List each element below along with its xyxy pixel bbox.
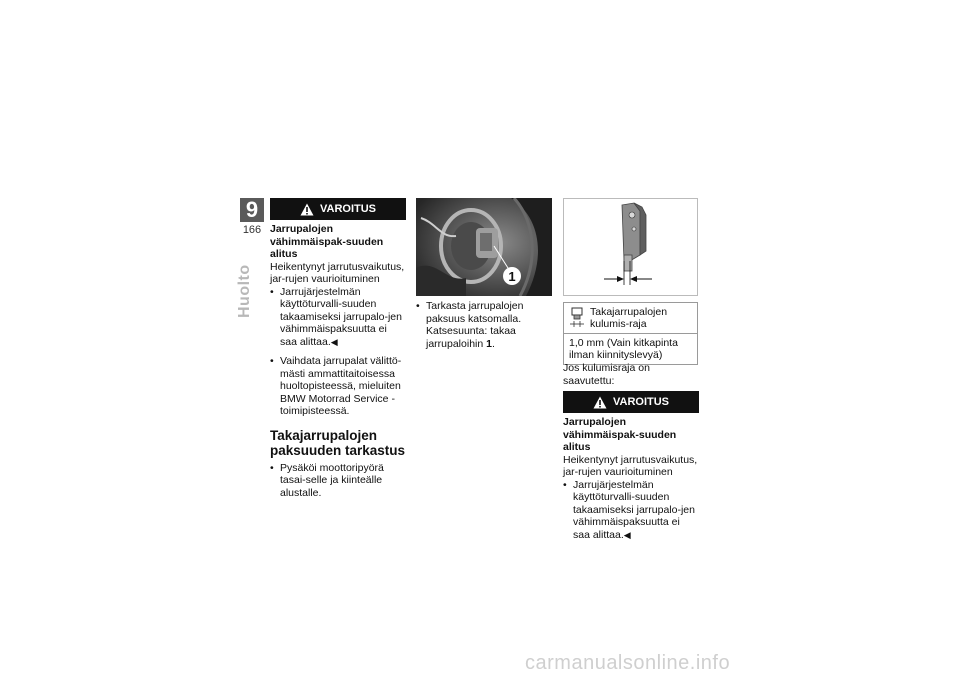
warning-label: VAROITUS <box>612 395 670 408</box>
limit-reached-text: Jos kulumisraja on saavutettu: <box>563 362 650 387</box>
section-bullets <box>270 462 406 500</box>
wear-limit-table <box>563 302 698 365</box>
list-item: • Jarrujärjestelmän käyttöturvalli-suuden takaamiseksi jarrupalo-jen vähimmäispaksuutta ei saa alittaa.◀ <box>563 479 699 542</box>
end-marker-icon: ◀ <box>623 529 631 540</box>
warning-text: Heikentynyt jarrutusvaikutus, jar-rujen vaurioituminen <box>270 260 405 285</box>
column-2 <box>416 300 552 357</box>
warning-title: Jarrupalojen vähimmäispak-suuden alitus <box>270 223 384 260</box>
list-item: • Jarrujärjestelmän käyttöturvalli-suuden takaamiseksi jarrupalo-jen vähimmäispaksuutta ei saa alittaa.◀ <box>270 286 406 349</box>
warning-label: VAROITUS <box>319 202 377 215</box>
table-row <box>564 334 698 365</box>
list-item: • Tarkasta jarrupalojen paksuus katsomalla. Katsesuunta: takaa jarrupaloihin 1. <box>416 300 552 350</box>
warning-banner <box>563 391 699 413</box>
warning-triangle-icon <box>593 396 607 409</box>
spec-value: 1,0 mm (Vain kitkapinta ilman kiinnityslevyä) <box>564 334 698 365</box>
wear-gauge-icon <box>570 306 584 328</box>
warning-triangle-icon <box>300 203 314 216</box>
warning-banner <box>270 198 406 220</box>
list-item: • Vaihdata jarrupalat välittö-mästi ammattitaitoisessa huoltopisteessä, mieluiten BMW Motorrad Service -toimipisteessä. <box>270 355 406 418</box>
page-number: 166 <box>242 224 262 236</box>
spec-label-cell <box>564 303 698 334</box>
chapter-side-label: Huolto <box>236 264 253 318</box>
chapter-number: 9 <box>240 198 264 222</box>
callout-reference: 1 <box>486 337 492 350</box>
list-item: • Pysäköi moottoripyörä tasai-selle ja kiinteälle alustalle. <box>270 462 406 500</box>
inspection-bullets <box>416 300 552 350</box>
section-heading: Takajarrupalojen paksuuden tarkastus <box>270 427 406 458</box>
spec-label: Takajarrupalojen kulumis-raja <box>590 306 668 330</box>
photo-callout-number: 1 <box>508 269 516 284</box>
warning-title: Jarrupalojen vähimmäispak-suuden alitus <box>563 416 677 453</box>
warning-bullets <box>563 479 699 542</box>
brake-caliper-photo <box>416 198 552 296</box>
warning-bullets <box>270 286 406 418</box>
warning-text: Heikentynyt jarrutusvaikutus, jar-rujen vaurioituminen <box>563 453 698 478</box>
brake-pad-wear-diagram <box>563 198 698 296</box>
watermark: carmanualsonline.info <box>525 652 731 674</box>
table-row <box>564 303 698 334</box>
column-1 <box>270 198 406 506</box>
column-3 <box>563 362 699 548</box>
end-marker-icon: ◀ <box>330 336 338 347</box>
